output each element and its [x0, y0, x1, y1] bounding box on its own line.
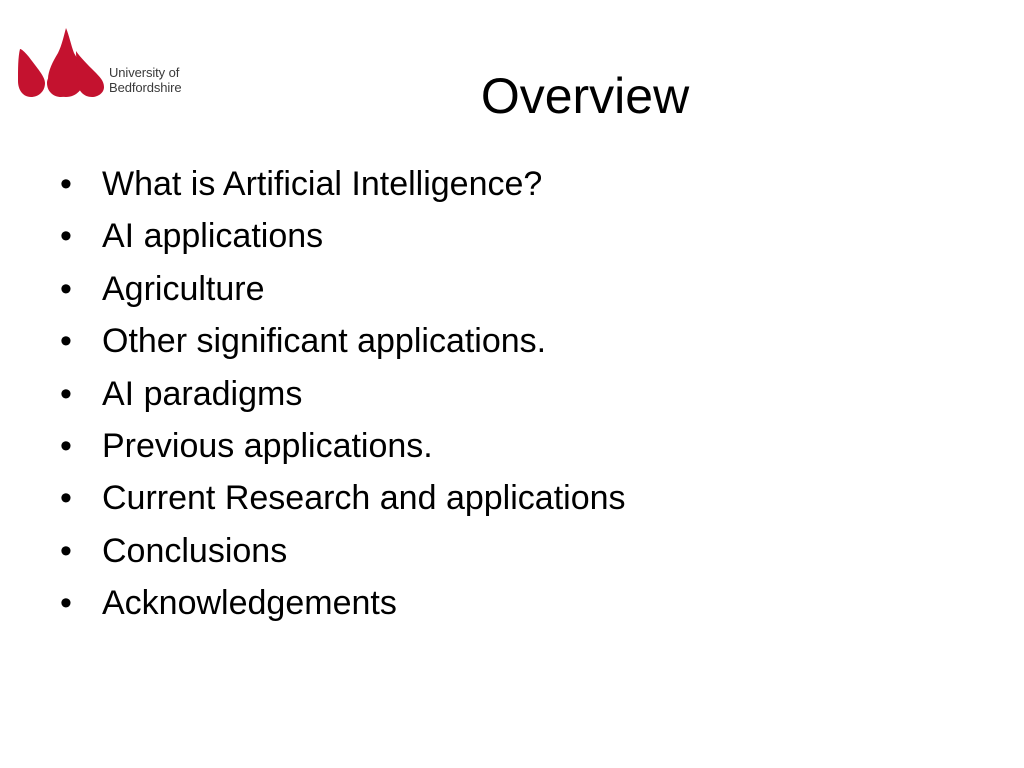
bullet-dot-icon: • — [60, 531, 72, 570]
bullet-text: AI paradigms — [102, 374, 303, 413]
bullet-dot-icon: • — [60, 479, 72, 518]
bullet-item — [60, 577, 626, 629]
bullet-dot-icon: • — [60, 217, 72, 256]
bullet-item — [60, 315, 626, 367]
bullet-item — [60, 210, 626, 262]
bullet-item — [60, 525, 626, 577]
bullet-text: Acknowledgements — [102, 584, 397, 623]
bullet-text: Agriculture — [102, 269, 265, 308]
bullet-dot-icon: • — [60, 374, 72, 413]
bullet-item — [60, 263, 626, 315]
bullet-item — [60, 420, 626, 472]
bullet-dot-icon: • — [60, 584, 72, 623]
bullet-text: Current Research and applications — [102, 479, 626, 518]
slide-title: Overview — [480, 68, 690, 124]
bullet-item — [60, 368, 626, 420]
bullet-text: AI applications — [102, 217, 324, 256]
bullet-item — [60, 472, 626, 524]
bullet-text: Conclusions — [102, 531, 288, 570]
bullet-list — [60, 158, 626, 630]
bullet-text: Other significant applications. — [102, 322, 547, 361]
bullet-item — [60, 158, 626, 210]
bullet-text: What is Artificial Intelligence? — [102, 165, 543, 203]
bullet-dot-icon: • — [60, 322, 72, 361]
logo-text-line-2: Bedfordshire — [109, 80, 182, 95]
bullet-dot-icon: • — [60, 427, 72, 466]
logo-text-line-1: University of — [109, 65, 180, 80]
bullet-dot-icon: • — [60, 165, 72, 203]
bullet-dot-icon: • — [60, 269, 72, 308]
bullet-text: Previous applications. — [102, 427, 433, 466]
